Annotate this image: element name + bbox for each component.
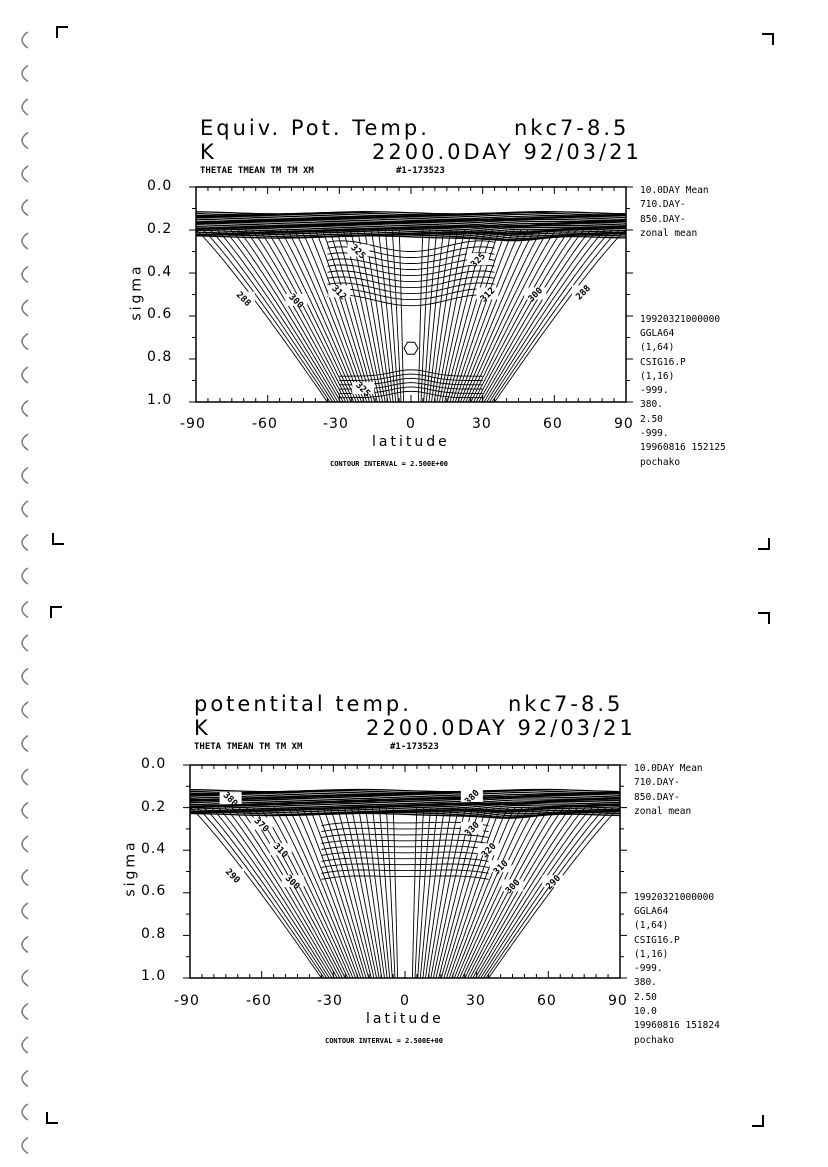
- contour-label: 300: [286, 292, 305, 311]
- metadata-line: 10.0: [634, 1006, 657, 1018]
- x-tick-label: 90: [614, 416, 634, 432]
- metadata-line: 850.DAY-: [634, 791, 680, 803]
- x-tick-label: 30: [472, 416, 492, 432]
- contour-label: 290: [223, 867, 242, 886]
- metadata-line: 19960816 151824: [634, 1020, 720, 1032]
- binder-hole: [22, 99, 28, 115]
- metadata-line: [634, 819, 720, 833]
- binder-hole: [22, 367, 28, 383]
- contour-label: 290: [544, 873, 564, 893]
- variable-line: THETA TMEAN TM TM XM: [194, 742, 303, 752]
- metadata-line: [640, 255, 726, 269]
- x-axis-label: latitude: [372, 434, 450, 450]
- binder-hole: [22, 1071, 28, 1087]
- y-tick-label: 0.0: [141, 756, 167, 772]
- metadata-line: 2.50: [634, 991, 657, 1003]
- binder-hole: [22, 468, 28, 484]
- run-id: #1-173523: [390, 742, 439, 752]
- x-tick-label: 90: [608, 993, 628, 1009]
- y-tick-label: 0.6: [147, 306, 173, 322]
- metadata-line: [640, 298, 726, 312]
- metadata-line: -999.: [634, 963, 663, 975]
- binder-hole: [22, 200, 28, 216]
- metadata-line: [640, 284, 726, 298]
- stratosphere-contour-band: [190, 790, 620, 819]
- run-id: #1-173523: [396, 166, 445, 176]
- binder-hole: [22, 401, 28, 417]
- crop-mark-bottom-right-1: [758, 538, 770, 550]
- binder-hole: [22, 736, 28, 752]
- contour-label: 310: [270, 841, 290, 861]
- metadata-line: 19920321000000: [634, 891, 715, 903]
- metadata-line: GGLA64: [640, 327, 675, 339]
- metadata-line: [634, 876, 720, 890]
- binder-hole: [22, 334, 28, 350]
- metadata-line: pochako: [634, 1034, 675, 1046]
- binder-hole: [22, 233, 28, 249]
- center-closed-contour: [404, 342, 418, 354]
- contour-label: 312: [478, 285, 498, 305]
- metadata-line: [634, 848, 720, 862]
- metadata-line: 850.DAY-: [640, 213, 686, 225]
- contour-label: 325: [348, 242, 368, 262]
- binder-hole: [22, 1138, 28, 1154]
- binder-hole: [22, 836, 28, 852]
- x-tick-label: -60: [246, 993, 272, 1009]
- binder-hole: [22, 702, 28, 718]
- chart-title: Equiv. Pot. Temp.: [200, 116, 430, 140]
- binder-hole: [22, 602, 28, 618]
- contour-label: 380: [463, 788, 482, 807]
- binder-hole: [22, 669, 28, 685]
- binder-hole: [22, 535, 28, 551]
- binder-hole: [22, 300, 28, 316]
- contour-label: 310: [491, 858, 511, 878]
- x-tick-label: 60: [543, 416, 563, 432]
- metadata-line: -999.: [640, 428, 669, 440]
- binder-hole: [22, 32, 28, 48]
- y-tick-label: 0.0: [147, 178, 173, 194]
- contour-label: 370: [251, 816, 271, 835]
- metadata-line: 10.0DAY Mean: [634, 763, 703, 774]
- metadata-line: [634, 833, 720, 847]
- time-info: 2200.0DAY 92/03/21: [366, 716, 636, 740]
- plot-metadata: [634, 762, 720, 1048]
- crop-mark-bottom-right-2: [752, 1115, 764, 1127]
- y-axis-label: sigma: [122, 839, 139, 897]
- metadata-line: CSIG16.P: [634, 934, 680, 946]
- binder-hole: [22, 133, 28, 149]
- contour-plot: [196, 187, 626, 402]
- metadata-line: (1,16): [634, 948, 669, 960]
- crop-mark-top-left-1: [56, 26, 68, 38]
- y-tick-label: 1.0: [147, 392, 173, 408]
- metadata-line: [640, 241, 726, 255]
- x-axis-label: latitude: [366, 1011, 444, 1027]
- binder-hole: [22, 434, 28, 450]
- binder-hole: [22, 635, 28, 651]
- x-tick-label: -30: [317, 993, 343, 1009]
- contour-label: 380: [220, 790, 240, 810]
- y-tick-label: 0.8: [141, 926, 167, 942]
- contour-label: 312: [329, 283, 348, 303]
- metadata-line: -999.: [640, 385, 669, 397]
- binder-hole: [22, 1104, 28, 1120]
- contour-label: 325: [469, 251, 488, 271]
- contour-label: 320: [480, 841, 499, 861]
- metadata-line: 710.DAY-: [640, 199, 686, 211]
- metadata-line: (1,64): [640, 342, 675, 354]
- x-tick-label: -60: [252, 416, 278, 432]
- binder-hole: [22, 66, 28, 82]
- metadata-line: 710.DAY-: [634, 777, 680, 789]
- contour-label: 300: [282, 873, 302, 893]
- stratosphere-contour-band: [196, 212, 626, 241]
- contour-label: 288: [233, 290, 253, 309]
- y-tick-label: 0.4: [141, 841, 167, 857]
- binder-hole: [22, 870, 28, 886]
- contour-interval-note: CONTOUR INTERVAL = 2.500E+00: [325, 1037, 444, 1045]
- y-tick-label: 0.2: [147, 221, 173, 237]
- crop-mark-bottom-left-1: [52, 533, 64, 545]
- x-tick-label: 0: [400, 993, 410, 1009]
- metadata-line: zonal mean: [634, 805, 692, 817]
- troposphere-contours: [190, 808, 620, 978]
- binder-hole: [22, 1037, 28, 1053]
- metadata-line: [640, 270, 726, 284]
- metadata-line: CSIG16.P: [640, 356, 686, 368]
- y-axis-label: sigma: [128, 263, 145, 321]
- contour-label: 288: [574, 283, 593, 303]
- binder-hole: [22, 803, 28, 819]
- contour-interval-note: CONTOUR INTERVAL = 2.500E+00: [330, 460, 449, 468]
- binder-hole: [22, 568, 28, 584]
- y-tick-label: 1.0: [141, 968, 167, 984]
- variable-line: THETAE TMEAN TM TM XM: [200, 166, 314, 176]
- binder-hole: [22, 267, 28, 283]
- metadata-line: GGLA64: [634, 905, 669, 917]
- crop-mark-bottom-left-2: [46, 1112, 58, 1124]
- metadata-line: 19960816 152125: [640, 442, 726, 454]
- metadata-line: 380.: [634, 977, 657, 989]
- binder-hole: [22, 166, 28, 182]
- x-tick-label: -90: [174, 993, 200, 1009]
- binder-hole: [22, 903, 28, 919]
- y-tick-label: 0.8: [147, 349, 173, 365]
- binder-hole: [22, 970, 28, 986]
- unit-label: K: [194, 716, 211, 740]
- binder-hole: [22, 1004, 28, 1020]
- metadata-line: (1,64): [634, 920, 669, 932]
- contour-label: 325: [353, 380, 372, 400]
- x-tick-label: -30: [323, 416, 349, 432]
- metadata-line: 10.0DAY Mean: [640, 185, 709, 196]
- metadata-line: [634, 862, 720, 876]
- contour-label: 300: [526, 285, 546, 305]
- plot-metadata: [640, 184, 726, 470]
- binder-hole: [22, 769, 28, 785]
- troposphere-contours: [196, 230, 626, 402]
- unit-label: K: [200, 140, 217, 164]
- metadata-line: 2.50: [640, 413, 663, 425]
- y-tick-label: 0.2: [141, 799, 167, 815]
- x-tick-label: 30: [466, 993, 486, 1009]
- contour-label: 330: [463, 820, 482, 839]
- crop-mark-top-right-2: [758, 612, 770, 624]
- metadata-line: zonal mean: [640, 227, 698, 239]
- crop-mark-top-left-2: [50, 606, 62, 618]
- x-tick-label: -90: [180, 416, 206, 432]
- experiment-name: nkc7-8.5: [514, 116, 630, 140]
- metadata-line: 19920321000000: [640, 313, 721, 325]
- crop-mark-top-right-1: [762, 33, 774, 45]
- binder-hole: [22, 937, 28, 953]
- y-tick-label: 0.4: [147, 264, 173, 280]
- contour-label: 300: [503, 877, 523, 897]
- y-tick-label: 0.6: [141, 883, 167, 899]
- contour-plot: [190, 765, 620, 978]
- experiment-name: nkc7-8.5: [508, 692, 624, 716]
- x-tick-label: 0: [406, 416, 416, 432]
- metadata-line: pochako: [640, 456, 681, 468]
- metadata-line: 380.: [640, 399, 663, 411]
- time-info: 2200.0DAY 92/03/21: [372, 140, 642, 164]
- chart-title: potentital temp.: [194, 692, 412, 716]
- metadata-line: (1,16): [640, 370, 675, 382]
- binder-hole: [22, 501, 28, 517]
- binder-holes: [0, 0, 60, 1167]
- x-tick-label: 60: [537, 993, 557, 1009]
